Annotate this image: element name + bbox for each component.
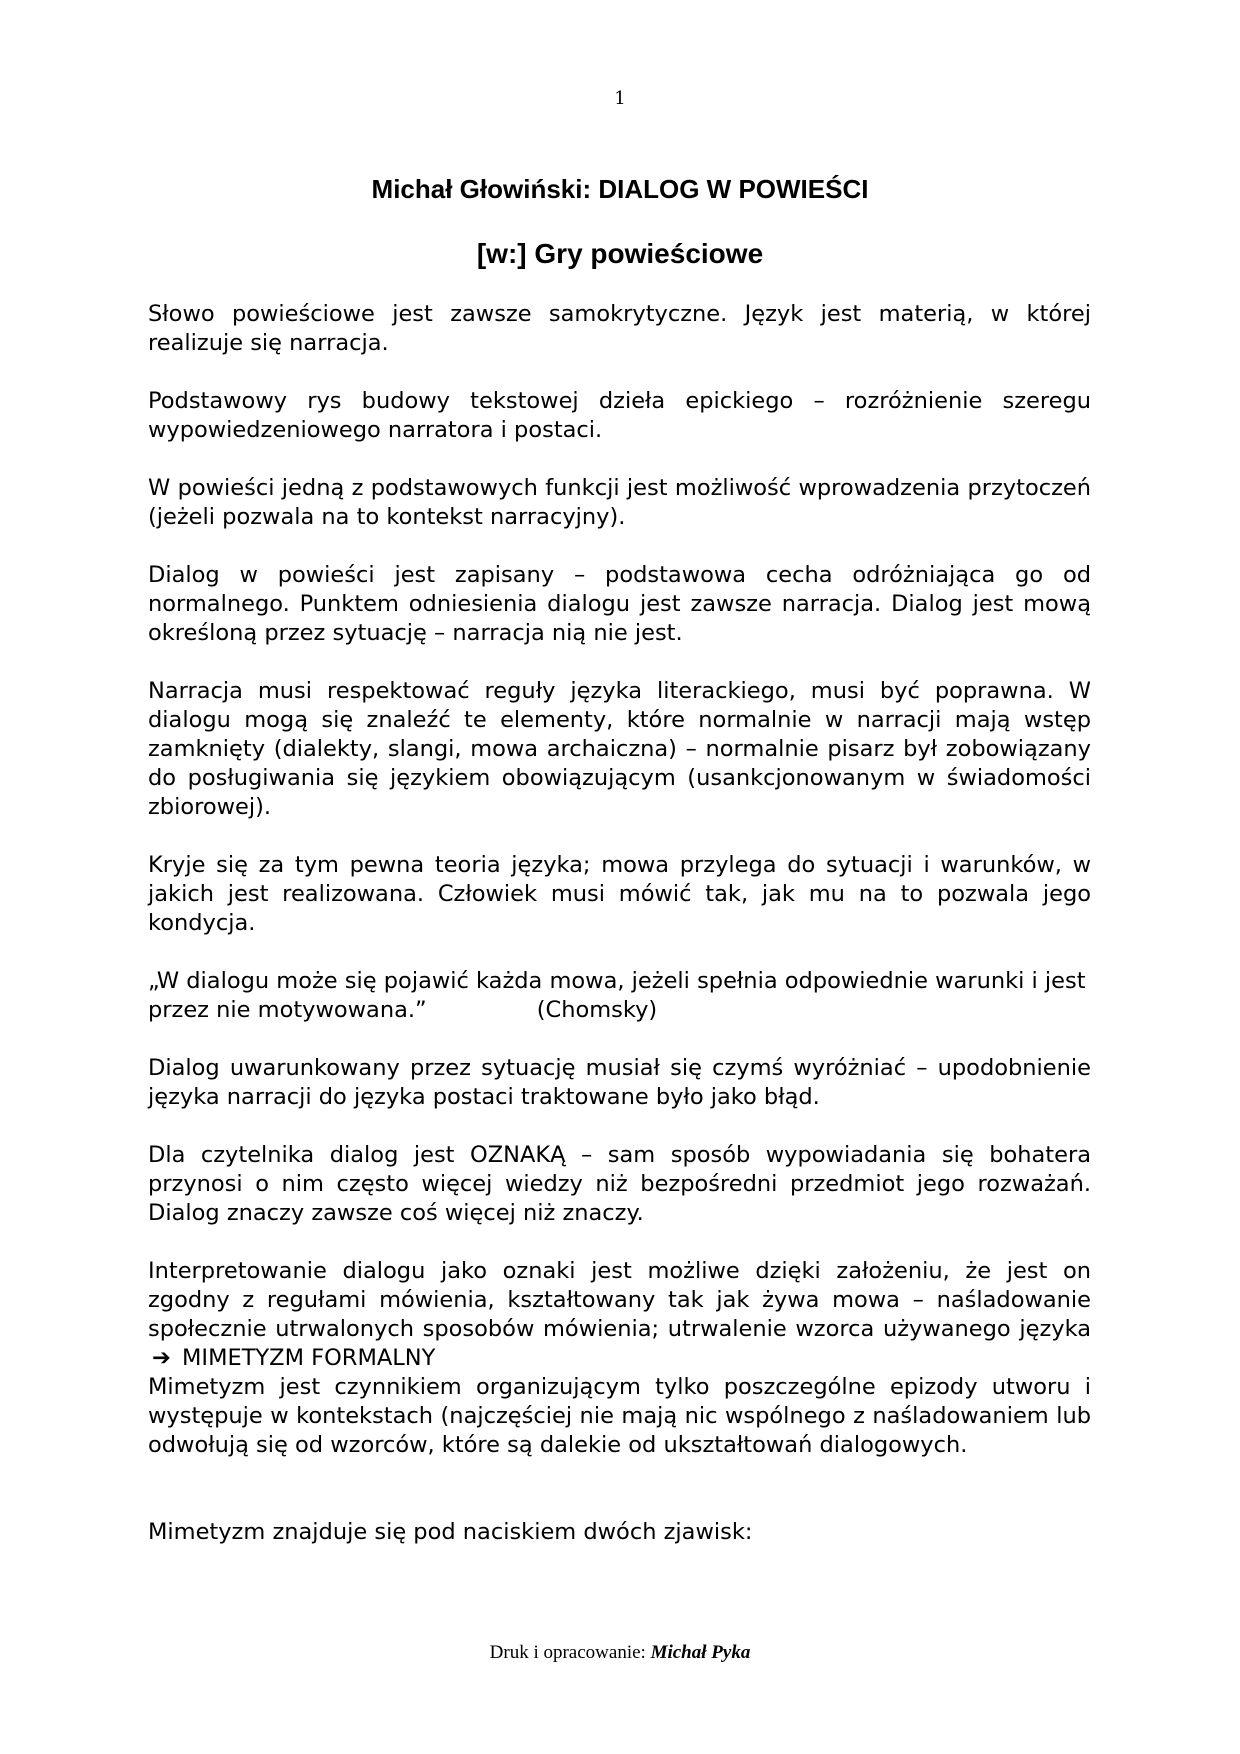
paragraph-10 (148, 1257, 1091, 1373)
footer-label: Druk i opracowanie: (489, 1642, 646, 1663)
paragraph-10-text: Interpretowanie dialogu jako oznaki jest możliwe dzięki założeniu, że jest on zgodny z regułami mówienia, kształtowany tak jak żywa mowa – naśladowanie społecznie utrwalonych sposobów mówienia; utrwalenie wzorca używanego języka (148, 1258, 1091, 1342)
page-footer (0, 1642, 1240, 1664)
paragraph-2: Podstawowy rys budowy tekstowej dzieła epickiego – rozróżnienie szeregu wypowiedzeniowego narratora i postaci. (148, 388, 1091, 443)
arrow-right-icon: ➔ (152, 1345, 171, 1371)
mimetyzm-formalny-term: MIMETYZM FORMALNY (182, 1345, 436, 1371)
paragraph-12: Mimetyzm znajduje się pod naciskiem dwóch zjawisk: (148, 1519, 753, 1545)
footer-author: Michał Pyka (650, 1642, 751, 1663)
page-number: 1 (614, 88, 626, 109)
paragraph-8: Dialog uwarunkowany przez sytuację musiał się czymś wyróżniać – upodobnienie języka narracji do języka postaci traktowane było jako błąd. (148, 1055, 1091, 1110)
paragraph-5: Narracja musi respektować reguły języka literackiego, musi być poprawna. W dialogu mogą się znaleźć te elementy, które normalnie w narracji mają wstęp zamknięty (dialekty, slangi, mowa archaiczna) – normalnie pisarz był zobowiązany do posługiwania się językiem obowiązującym (usankcjonowanym w świadomości zbiorowej). (148, 678, 1091, 820)
paragraph-9: Dla czytelnika dialog jest OZNAKĄ – sam sposób wypowiadania się bohatera przynosi o nim często więcej wiedzy niż bezpośredni przedmiot jego rozważań. Dialog znaczy zawsze coś więcej niż znaczy. (148, 1142, 1091, 1226)
paragraph-3: W powieści jedną z podstawowych funkcji jest możliwość wprowadzenia przytoczeń (jeżeli pozwala na to kontekst narracyjny). (148, 475, 1091, 530)
paragraph-11: Mimetyzm jest czynnikiem organizującym tylko poszczególne epizody utworu i występuje w kontekstach (najczęściej nie mają nic wspólnego z naśladowaniem lub odwołują się od wzorców, które są dalekie od ukształtowań dialogowych. (148, 1374, 1091, 1458)
document-subtitle: [w:] Gry powieściowe (476, 238, 764, 269)
quote-text: „W dialogu może się pojawić każda mowa, jeżeli spełnia odpowiednie warunki i jest przez nie motywowana.” (148, 968, 1086, 1023)
paragraph-1: Słowo powieściowe jest zawsze samokrytyczne. Język jest materią, w której realizuje się narracja. (148, 301, 1091, 356)
document-body (148, 300, 1091, 1576)
paragraph-quote (148, 967, 1091, 1025)
quote-source: (Chomsky) (536, 997, 658, 1023)
paragraph-6: Kryje się za tym pewna teoria języka; mowa przylega do sytuacji i warunków, w jakich jest realizowana. Człowiek musi mówić tak, jak mu na to pozwala jego kondycja. (148, 852, 1091, 936)
document-title: Michał Głowiński: DIALOG W POWIEŚCI (371, 174, 869, 204)
paragraph-4: Dialog w powieści jest zapisany – podstawowa cecha odróżniająca go od normalnego. Punktem odniesienia dialogu jest zawsze narracja. Dialog jest mową określoną przez sytuację – narracja nią nie jest. (148, 562, 1091, 646)
